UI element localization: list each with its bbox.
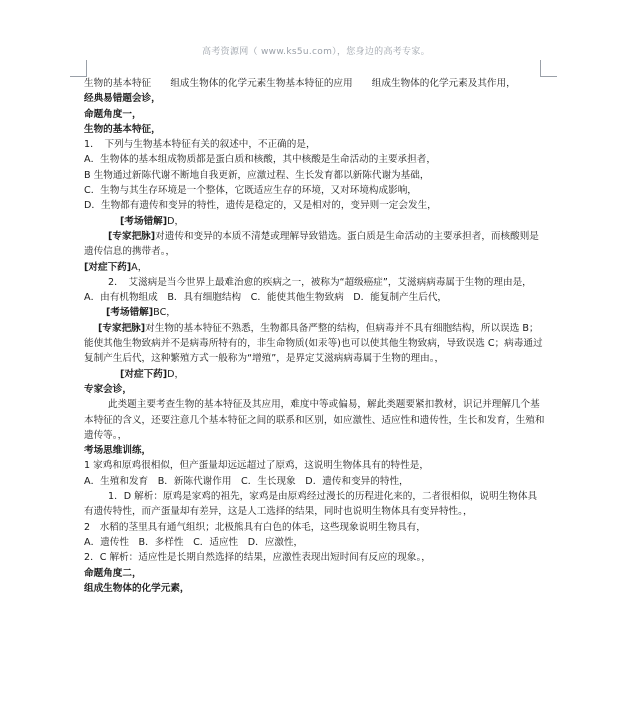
diagnosis-label: [专家把脉] xyxy=(108,230,156,242)
drill-question-2-explanation: 2．C 解析：适应性是长期自然选择的结果，应激性表现出短时间有反应的现象。， xyxy=(84,552,431,564)
angle-one-topic: 生物的基本特征， xyxy=(84,123,161,135)
document-body[interactable] xyxy=(84,76,546,596)
question-2-options: A．由有机物组成 B．具有细胞结构 C．能使其他生物致病 D．能复制产生后代， xyxy=(84,292,448,304)
diagnosis-text: 对生物的基本特征不熟悉，生物都具备严整的结构，但病毒并不具有细胞结构，所以误选 B；能使其他生物致病并不是病毒所特有的，非生命物质(如汞等)也可以使其他生物致病，导致误选 C；病毒通过复制产生后代，这种繁殖方式一般称为“增殖”，是界定艾滋病病毒属于生物的理由。， xyxy=(84,322,543,365)
wrong-answer-label: [考场错解] xyxy=(120,215,168,227)
drill-question-2-options: A．遗传性 B．多样性 C．适应性 D．应激性， xyxy=(84,536,304,548)
wrong-answer-value: BC， xyxy=(153,307,176,319)
intro-line: 生物的基本特征 组成生物体的化学元素生物基本特征的应用 组成生物体的化学元素及其作用， xyxy=(84,78,516,89)
answer-value: D， xyxy=(167,368,185,380)
question-1-answer xyxy=(84,260,546,275)
angle-one-heading: 命题角度一， xyxy=(84,108,142,120)
question-2: 2． 艾滋病是当今世界上最难治愈的疾病之一，被称为“超级癌症”，艾滋病病毒属于生物的理由是， xyxy=(108,276,532,288)
expert-heading: 专家会诊， xyxy=(84,383,132,395)
question-2-diagnosis xyxy=(84,321,546,367)
question-1-wrong-answer xyxy=(84,214,546,229)
margin-corner-right xyxy=(540,60,557,77)
question-1-option-b: B 生物通过新陈代谢不断地自我更新，应激过程、生长发育都以新陈代谢为基础， xyxy=(84,169,430,181)
question-1: 1． 下列与生物基本特征有关的叙述中，不正确的是， xyxy=(84,139,316,151)
answer-label: [对症下药] xyxy=(120,368,168,380)
wrong-answer-value: D， xyxy=(167,215,185,227)
question-2-answer xyxy=(84,367,546,382)
drill-question-1-explanation: 1．D 解析：原鸡是家鸡的祖先，家鸡是由原鸡经过漫长的历程进化来的，二者很相似，说明生物体具有遗传特性，而产蛋量却有差异，这是人工选择的结果，同时也说明生物体具有变异特性。， xyxy=(84,491,538,518)
expert-text: 此类题主要考查生物的基本特征及其应用，难度中等或偏易，解此类题要紧扣教材，识记并理解几个基本特征的含义，还要注意几个基本特征之间的联系和区别，如应激性、适应性和遗传性，生长和发育，生殖和遗传等。， xyxy=(84,399,545,441)
drill-question-1-options: A．生殖和发育 B．新陈代谢作用 C．生长现象 D．遗传和变异的特性， xyxy=(84,475,409,487)
answer-value: A， xyxy=(131,261,148,273)
drill-question-1: 1 家鸡和原鸡很相似，但产蛋量却远远超过了原鸡，这说明生物体具有的特性是， xyxy=(84,460,429,472)
answer-label: [对症下药] xyxy=(84,261,132,273)
question-1-diagnosis xyxy=(84,229,546,260)
section-title: 经典易错题会诊， xyxy=(84,93,161,105)
angle-two-heading: 命题角度二， xyxy=(84,567,142,579)
page-header-watermark: 高考资源网（ www.ks5u.com），您身边的高考专家。 xyxy=(202,47,430,57)
question-2-wrong-answer xyxy=(84,305,546,320)
wrong-answer-label: [考场错解] xyxy=(106,307,154,319)
question-1-option-c: C．生物与其生存环境是一个整体，它既适应生存的环境，又对环境构成影响， xyxy=(84,185,417,197)
diagnosis-label: [专家把脉] xyxy=(98,322,146,334)
question-1-option-d: D．生物都有遗传和变异的特性，遗传是稳定的，又是相对的，变异则一定会发生， xyxy=(84,200,437,212)
drill-heading: 考场思维训练， xyxy=(84,445,152,457)
diagnosis-text: 对遗传和变异的本质不清楚或理解导致错选。蛋白质是生命活动的主要承担者，而核酸则是遗传信息的携带者。， xyxy=(84,230,539,258)
angle-two-topic: 组成生物体的化学元素， xyxy=(84,582,190,594)
drill-question-2: 2 水稻的茎里具有通气组织；北极熊具有白色的体毛，这些现象说明生物具有， xyxy=(84,521,426,533)
margin-corner-left xyxy=(70,60,87,77)
question-1-option-a: A．生物体的基本组成物质都是蛋白质和核酸，其中核酸是生命活动的主要承担者， xyxy=(84,154,436,166)
